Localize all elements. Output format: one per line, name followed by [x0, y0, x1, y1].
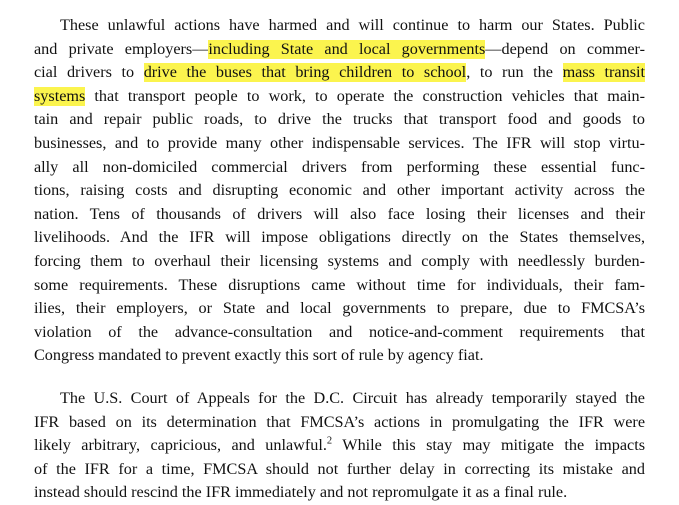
text-line [34, 481, 645, 505]
body-text: and private employers— [34, 39, 209, 58]
text-line [34, 411, 645, 435]
text-line [34, 61, 645, 85]
body-text: businesses, and to provide many other indispensable services. The IFR will stop virtu- [34, 133, 645, 152]
body-text: livelihoods. And the IFR will impose obligations directly on the States themselves, [34, 228, 645, 247]
highlighted-text: systems [34, 86, 86, 105]
text-line [34, 85, 645, 109]
text-line [34, 108, 645, 132]
text-line [34, 434, 645, 458]
body-text: While this stay may mitigate the impacts [332, 436, 645, 455]
body-text: ally all non-domiciled commercial drivers from performing these essential func- [34, 157, 645, 176]
body-text: instead should rescind the IFR immediately and not repromulgate it as a final rule. [34, 483, 568, 502]
body-text: that transport people to work, to operate the construction vehicles that main- [85, 86, 645, 105]
body-text: tions, raising costs and disrupting economic and other important activity across the [34, 181, 645, 200]
paragraph [34, 14, 645, 368]
text-line [34, 38, 645, 62]
body-text: The U.S. Court of Appeals for the D.C. Circuit has already temporarily stayed the [60, 388, 645, 407]
text-line [34, 179, 645, 203]
body-text: some requirements. These disruptions came without time for individuals, their fam- [34, 275, 645, 294]
body-text: These unlawful actions have harmed and will continue to harm our States. Public [60, 16, 645, 34]
body-text: ilies, their employers, or State and local governments to prepare, due to FMCSA’s [34, 299, 645, 318]
body-text: violation of the advance-consultation and notice-and-comment requirements that [34, 322, 645, 341]
body-text: likely arbitrary, capricious, and unlawful. [34, 436, 327, 455]
paragraph [34, 387, 645, 505]
paragraph-indent [34, 14, 60, 38]
body-text: cial drivers to [34, 63, 144, 82]
highlighted-text: including State and local governments [208, 39, 486, 58]
text-line [34, 226, 645, 250]
body-text: IFR based on its determination that FMCSA’s actions in promulgating the IFR were [34, 412, 645, 431]
text-line [34, 344, 645, 368]
text-line [34, 203, 645, 227]
text-line [34, 250, 645, 274]
highlighted-text: mass transit [562, 63, 645, 82]
paragraph-indent [34, 387, 60, 411]
highlighted-text: drive the buses that bring children to school [143, 63, 467, 82]
body-text: of the IFR for a time, FMCSA should not further delay in correcting its mistake and [34, 459, 645, 478]
body-text: Congress mandated to prevent exactly this sort of rule by agency fiat. [34, 346, 484, 365]
body-text: tain and repair public roads, to drive the trucks that transport food and goods to [34, 110, 645, 129]
body-text: —depend on commer- [485, 39, 645, 58]
text-line [34, 156, 645, 180]
footnote-marker: 2 [326, 435, 333, 447]
text-line [34, 387, 645, 411]
text-line [34, 132, 645, 156]
text-line [34, 297, 645, 321]
document-body [34, 14, 645, 505]
body-text: , to run the [466, 63, 563, 82]
text-line [34, 274, 645, 298]
text-line [34, 458, 645, 482]
body-text: forcing them to overhaul their licensing systems and comply with needlessly burden- [34, 251, 645, 270]
text-line [34, 321, 645, 345]
body-text: nation. Tens of thousands of drivers will also face losing their licenses and their [34, 204, 645, 223]
text-line [34, 14, 645, 38]
